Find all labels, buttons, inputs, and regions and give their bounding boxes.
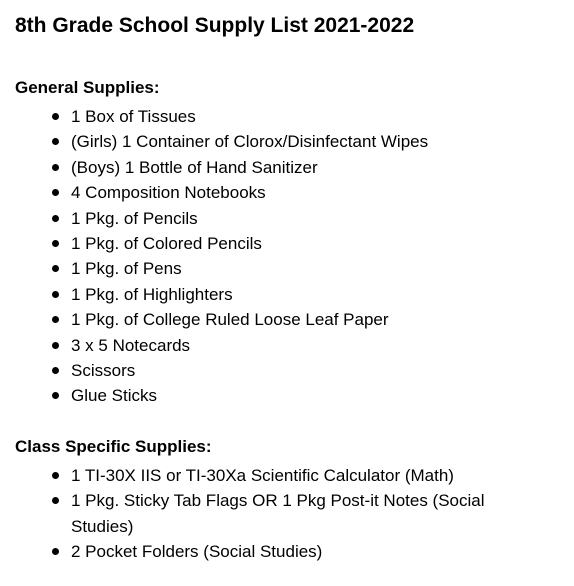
list-item (15, 180, 546, 205)
list-item (15, 231, 546, 256)
list-item (15, 206, 546, 231)
bullet-icon (52, 113, 59, 120)
class-specific-supplies-heading: Class Specific Supplies: (15, 436, 212, 456)
list-item (15, 539, 546, 564)
list-item-text: 2 Pocket Folders (Social Studies) (71, 542, 323, 562)
list-item-text: (Girls) 1 Container of Clorox/Disinfectant Wipes (71, 132, 429, 152)
list-item (15, 383, 546, 408)
bullet-icon (52, 215, 59, 222)
list-item-text: 1 Pkg. of College Ruled Loose Leaf Paper (71, 310, 389, 330)
list-item-text: 1 Pkg. Sticky Tab Flags OR 1 Pkg Post-it Notes (Social Studies) (71, 491, 485, 536)
bullet-icon (52, 392, 59, 399)
list-item-text: Scissors (71, 361, 136, 381)
list-item (15, 129, 546, 154)
class-specific-supplies-list (15, 463, 574, 565)
bullet-icon (52, 316, 59, 323)
bullet-icon (52, 240, 59, 247)
list-item-text: (Boys) 1 Bottle of Hand Sanitizer (71, 157, 318, 177)
list-item-text: 3 x 5 Notecards (71, 335, 191, 355)
list-item (15, 104, 546, 129)
list-item (15, 358, 546, 383)
bullet-icon (52, 342, 59, 349)
bullet-icon (52, 189, 59, 196)
general-supplies-heading: General Supplies: (15, 78, 160, 97)
list-item-text: 1 Pkg. of Pens (71, 259, 182, 279)
list-item-text: 1 Pkg. of Colored Pencils (71, 234, 262, 254)
list-item (15, 488, 546, 539)
bullet-icon (52, 497, 59, 504)
list-item (15, 282, 546, 307)
list-item-text: 1 TI-30X IIS or TI-30Xa Scientific Calculator (Math) (71, 465, 454, 485)
bullet-icon (52, 138, 59, 145)
list-item-text: 1 Pkg. of Pencils (71, 208, 198, 228)
list-item (15, 333, 546, 358)
list-item (15, 155, 546, 180)
bullet-icon (52, 367, 59, 374)
list-item (15, 463, 546, 488)
list-item-text: 1 Pkg. of Highlighters (71, 284, 233, 304)
bullet-icon (52, 548, 59, 555)
list-item-text: 1 Box of Tissues (71, 107, 196, 126)
list-item-text: Glue Sticks (71, 386, 157, 406)
list-item (15, 307, 546, 332)
general-supplies-list (15, 104, 574, 409)
list-item-text: 4 Composition Notebooks (71, 183, 266, 203)
list-item (15, 256, 546, 281)
bullet-icon (52, 472, 59, 479)
bullet-icon (52, 265, 59, 272)
bullet-icon (52, 164, 59, 171)
bullet-icon (52, 291, 59, 298)
document-title: 8th Grade School Supply List 2021-2022 (15, 14, 415, 37)
